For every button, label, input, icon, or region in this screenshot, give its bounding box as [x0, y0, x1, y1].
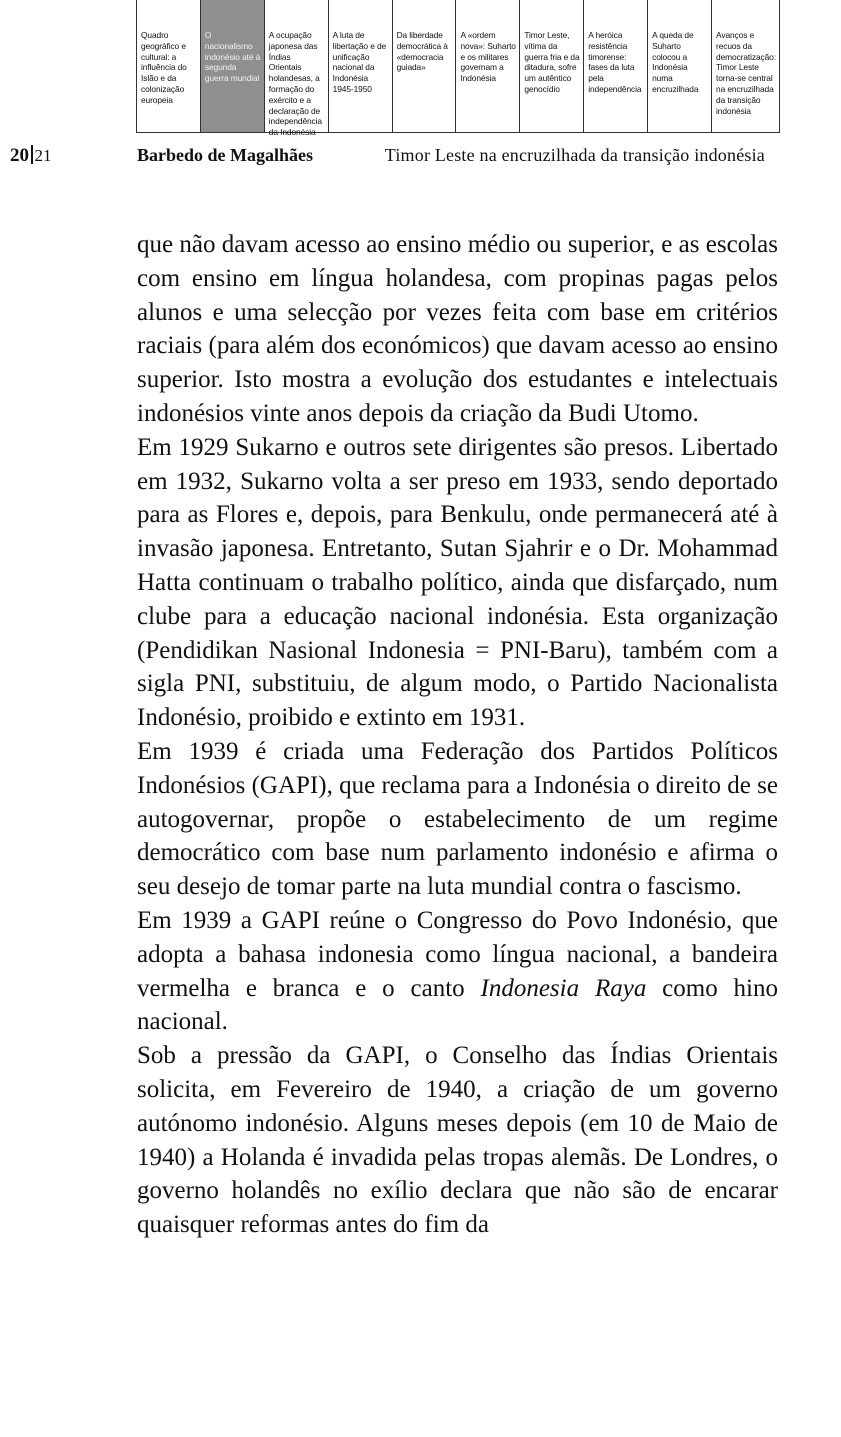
chapter-tab-japanese-occupation[interactable]: A ocupação japonesa das Índias Orientais holandesas, a formação do exército e a declaração de independência da Indonésia — [265, 0, 329, 132]
page-number-right: 21 — [34, 146, 52, 165]
paragraph-1: que não davam acesso ao ensino médio ou superior, e as escolas com ensino em língua holandesa, com propinas pagas pelos alunos e uma selecção por vezes feita com base em critérios raciais (para além dos económicos) que davam acesso ao ensino superior. Isto mostra a evolução dos estudantes e intelectuais indonésios vinte anos depois da criação da Budi Utomo. — [137, 231, 778, 427]
paragraph-5: Sob a pressão da GAPI, o Conselho das Índias Orientais solicita, em Fevereiro de 1940, a criação de um governo autónomo indonésio. Alguns meses depois (em 10 de Maio de 1940) a Holanda é invadida pelas tropas alemãs. De Londres, o governo holandês no exílio declara que não são de encarar quaisquer reformas antes do fim da — [137, 1042, 778, 1239]
page-number-divider — [31, 145, 33, 164]
running-book-title: Timor Leste na encruzilhada da transição indonésia — [384, 145, 765, 165]
paragraph-4 — [137, 904, 778, 1039]
body-text — [137, 228, 778, 1242]
page-number-left: 20 — [10, 145, 29, 166]
page-number — [10, 145, 52, 167]
chapter-tab-democratization[interactable]: Avanços e recuos da democratização: Timor Leste torna-se central na encruzilhada da transição indonésia — [716, 30, 776, 116]
paragraph-4-text-a: Em 1939 a GAPI reúne o Congresso do Povo Indonésio, que adopta a bahasa indonesia como língua nacional, a bandeira vermelha e branca e o canto — [137, 906, 778, 1002]
chapter-tab-geographic-cultural[interactable]: Quadro geográfico e cultural: a influência do Islão e da colonização europeia — [137, 0, 201, 132]
chapter-navigation-strip — [136, 0, 780, 138]
author-name: Barbedo de Magalhães — [137, 145, 314, 165]
chapter-tab-guided-democracy[interactable]: Da liberdade democrática à «democracia guiada» — [393, 0, 457, 132]
paragraph-2: Em 1929 Sukarno e outros sete dirigentes são presos. Libertado em 1932, Sukarno volta a ser preso em 1933, sendo deportado para as Flores e, depois, para Benkulu, onde permanecerá até à invasão japonesa. Entretanto, Sutan Sjahrir e o Dr. Mohammad Hatta continuam o trabalho político, ainda que disfarçado, num clube para a educação nacional indonésia. Esta organização (Pendidikan Nasional Indonesia = PNI-Baru), também com a sigla PNI, substituiu, de algum modo, o Partido Nacionalista Indonésio, proibido e extinto em 1931. — [137, 433, 778, 732]
paragraph-4-text-b: como hino nacional. — [137, 974, 778, 1036]
chapter-tab-east-timor-genocide[interactable]: Timor Leste, vítima da guerra fria e da ditadura, sofre um autêntico genocídio — [520, 0, 584, 132]
anthem-title: Indonesia Raya — [480, 974, 647, 1002]
chapter-tab-new-order[interactable]: A «ordem nova»: Suharto e os militares governam a Indonésia — [456, 0, 520, 132]
chapter-tab-timorese-resistance[interactable]: A heróica resistência timorense: fases da luta pela independência — [584, 0, 648, 132]
chapter-tab-liberation-struggle[interactable]: A luta de libertação e de unificação nacional da Indonésia 1945-1950 — [329, 0, 393, 132]
chapter-tab-fall-of-suharto[interactable]: A queda de Suharto colocou a Indonésia numa encruzilhada — [648, 0, 712, 132]
chapter-tab-nationalism-current[interactable]: O nacionalismo indonésio até à segunda guerra mundial — [201, 0, 265, 132]
paragraph-3: Em 1939 é criada uma Federação dos Partidos Políticos Indonésios (GAPI), que reclama para a Indonésia o direito de se autogovernar, propõe o estabelecimento de um regime democrático com base num parlamento indonésio e afirma o seu desejo de tomar parte na luta mundial contra o fascismo. — [137, 737, 778, 901]
